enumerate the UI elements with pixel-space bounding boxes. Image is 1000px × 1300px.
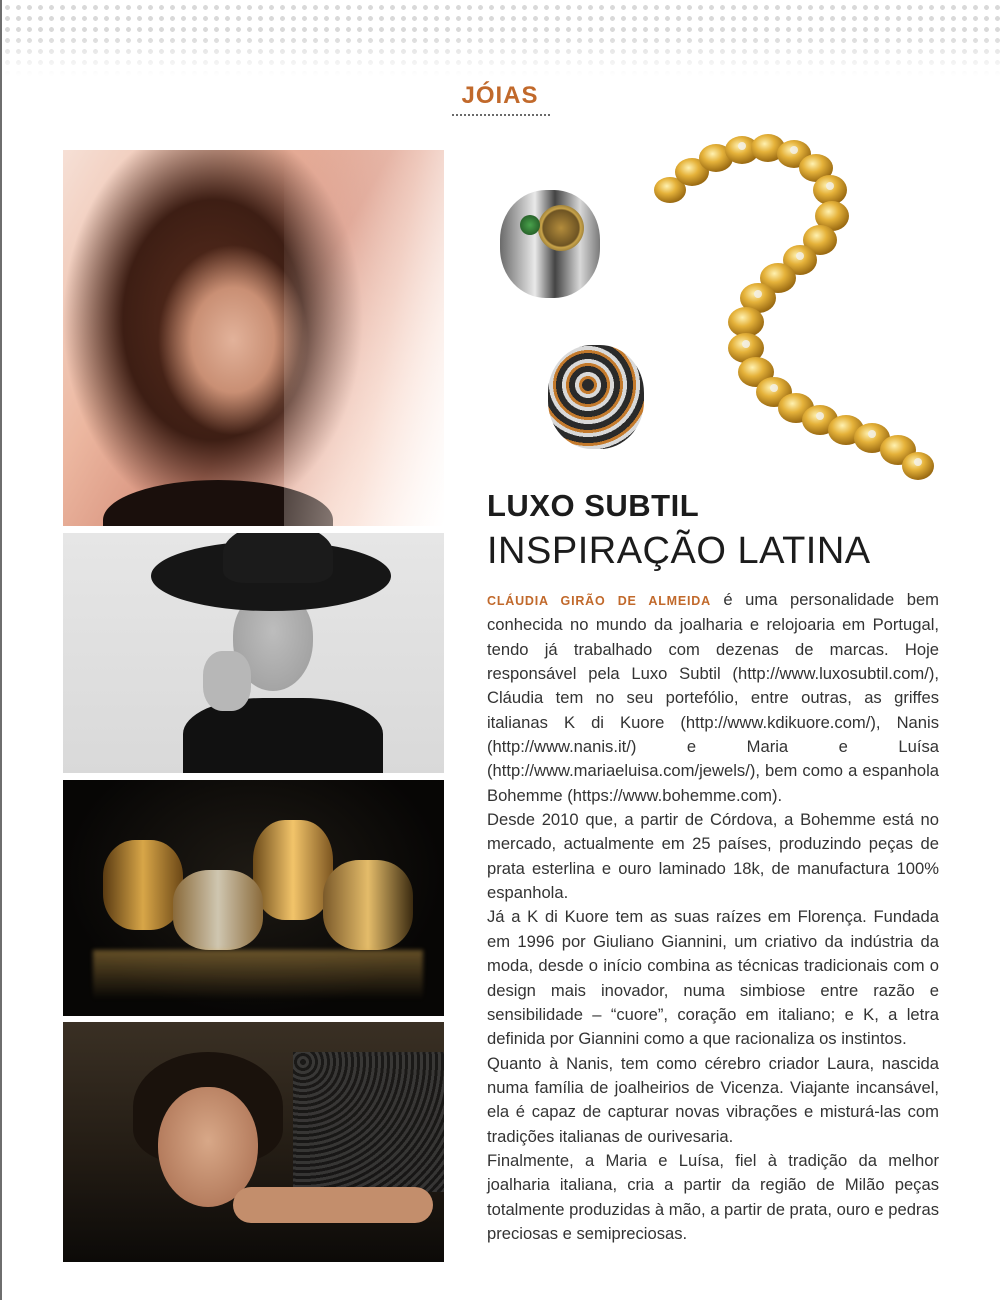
- section-label: JÓIAS: [461, 82, 539, 109]
- article-paragraph: [487, 588, 939, 808]
- gold-ring: [103, 840, 183, 930]
- gold-ring: [323, 860, 413, 950]
- section-label-underline: [452, 114, 550, 116]
- black-dress: [183, 698, 383, 773]
- article-intro-text: é uma personalidade bem conhecida no mundo da joalharia e relojoaria em Portugal, tendo já trabalhado com dezenas de marcas. Hoje responsável pela Luxo Subtil (http://www.luxosubtil.com/), Cláudia tem no seu portefólio, entre outras, as griffes italianas K di Kuore (http://www.kdikuore.com/), Nanis (http://www.nanis.it/) e Maria e Luísa (http://www.mariaeluisa.com/jewels/), bem como a espanhola Bohemme (https://www.bohemme.com).: [487, 590, 940, 805]
- emerald-stone: [520, 215, 540, 235]
- article-paragraph: Quanto à Nanis, tem como cérebro criador Laura, nascida numa família de joalheirios de Vicenza. Viajante incansável, ela é capaz de capturar novas vibrações e misturá-las com tradições italianas de ourivesaria.: [487, 1053, 939, 1146]
- lace-sleeve: [293, 1052, 444, 1192]
- ring-reflection: [93, 950, 423, 1000]
- gold-pave-stone: [538, 205, 584, 251]
- model-arm: [233, 1187, 433, 1223]
- diamond-pave-ring: [173, 870, 263, 950]
- gold-bracelet-image: [650, 132, 940, 492]
- hat-model-photo: [63, 533, 444, 773]
- article-body: [487, 588, 939, 1246]
- article-paragraph: Já a K di Kuore tem as suas raízes em Florença. Fundada em 1996 por Giuliano Giannini, um criativo da indústria da moda, desde o início combina as técnicas tradicionais com o design mais inovador, numa simbiose entre razão e sensibilidade – “cuore”, coração em italiano; e K, a letra definida por Giannini como a que racionaliza os instintos.: [487, 907, 939, 1049]
- dotted-header-band: [0, 0, 1000, 76]
- model-hand: [203, 651, 251, 711]
- gold-ring: [253, 820, 333, 920]
- headline-luxo-subtil: LUXO SUBTIL: [487, 488, 700, 523]
- page-left-rule: [0, 0, 2, 1300]
- author-name: CLÁUDIA GIRÃO DE ALMEIDA: [487, 594, 711, 608]
- article-paragraph: Finalmente, a Maria e Luísa, fiel à tradição da melhor joalharia italiana, cria a partir da região de Milão peças totalmente produzidas à mão, a partir de prata, ouro e pedras preciosas e semipreciosas.: [487, 1150, 939, 1243]
- pink-light-sheen: [284, 150, 444, 526]
- gold-rings-photo: [63, 780, 444, 1016]
- curly-hair-model-photo: [63, 150, 444, 526]
- hat-crown: [223, 533, 333, 583]
- mosaic-silver-ring-image: [548, 345, 644, 449]
- headline-inspiracao-latina: INSPIRAÇÃO LATINA: [487, 530, 871, 572]
- article-paragraph: Desde 2010 que, a partir de Córdova, a Bohemme está no mercado, actualmente em 25 países, produzindo peças de prata esterlina e ouro laminado 18k, de manufactura 100% espanhola.: [487, 810, 939, 903]
- reclining-model-photo: [63, 1022, 444, 1262]
